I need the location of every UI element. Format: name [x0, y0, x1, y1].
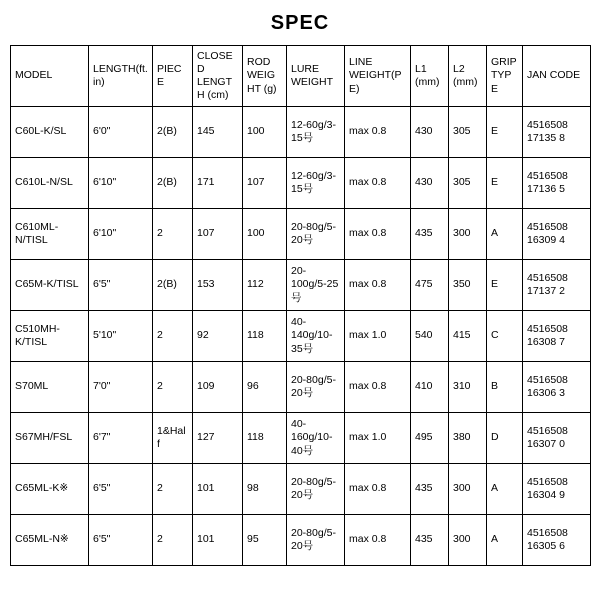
spec-table [10, 45, 591, 566]
cell-l2: 350 [449, 260, 487, 311]
cell-line-weight: max 0.8 [345, 158, 411, 209]
cell-grip-type: E [487, 107, 523, 158]
cell-piece: 2 [153, 515, 193, 566]
cell-line-weight: max 1.0 [345, 311, 411, 362]
cell-l1: 435 [411, 209, 449, 260]
cell-closed-length: 145 [193, 107, 243, 158]
cell-grip-type: A [487, 209, 523, 260]
cell-model: C65ML-N※ [11, 515, 89, 566]
cell-piece: 2 [153, 464, 193, 515]
table-row [11, 209, 591, 260]
column-header-line-weight: LINE WEIGHT(PE) [345, 46, 411, 107]
cell-jan-code: 4516508 16307 0 [523, 413, 591, 464]
cell-jan-code: 4516508 16306 3 [523, 362, 591, 413]
cell-length: 6'5" [89, 464, 153, 515]
cell-rod-weight: 107 [243, 158, 287, 209]
column-header-length: LENGTH(ft.in) [89, 46, 153, 107]
cell-length: 5'10" [89, 311, 153, 362]
cell-l2: 305 [449, 158, 487, 209]
cell-length: 6'7" [89, 413, 153, 464]
cell-closed-length: 153 [193, 260, 243, 311]
cell-length: 6'0" [89, 107, 153, 158]
spec-table-wrapper [0, 45, 600, 566]
cell-model: C510MH-K/TISL [11, 311, 89, 362]
cell-rod-weight: 100 [243, 209, 287, 260]
table-row [11, 362, 591, 413]
cell-lure-weight: 12-60g/3-15号 [287, 107, 345, 158]
cell-rod-weight: 96 [243, 362, 287, 413]
cell-lure-weight: 12-60g/3-15号 [287, 158, 345, 209]
cell-model: C60L-K/SL [11, 107, 89, 158]
column-header-l1: L1 (mm) [411, 46, 449, 107]
table-header [11, 46, 591, 107]
cell-lure-weight: 20-80g/5-20号 [287, 464, 345, 515]
cell-lure-weight: 20-100g/5-25号 [287, 260, 345, 311]
table-header-row [11, 46, 591, 107]
cell-jan-code: 4516508 16305 6 [523, 515, 591, 566]
cell-line-weight: max 0.8 [345, 209, 411, 260]
cell-line-weight: max 1.0 [345, 413, 411, 464]
cell-l2: 300 [449, 464, 487, 515]
cell-jan-code: 4516508 17137 2 [523, 260, 591, 311]
cell-l1: 435 [411, 515, 449, 566]
cell-jan-code: 4516508 16309 4 [523, 209, 591, 260]
cell-piece: 2(B) [153, 260, 193, 311]
cell-length: 6'5" [89, 260, 153, 311]
cell-rod-weight: 112 [243, 260, 287, 311]
cell-model: S70ML [11, 362, 89, 413]
cell-l1: 540 [411, 311, 449, 362]
cell-l1: 475 [411, 260, 449, 311]
table-row [11, 311, 591, 362]
column-header-jan-code: JAN CODE [523, 46, 591, 107]
cell-closed-length: 101 [193, 464, 243, 515]
cell-line-weight: max 0.8 [345, 107, 411, 158]
cell-l2: 300 [449, 209, 487, 260]
cell-rod-weight: 98 [243, 464, 287, 515]
cell-length: 7'0" [89, 362, 153, 413]
cell-grip-type: A [487, 464, 523, 515]
cell-line-weight: max 0.8 [345, 464, 411, 515]
cell-model: C610ML-N/TISL [11, 209, 89, 260]
cell-grip-type: D [487, 413, 523, 464]
table-row [11, 260, 591, 311]
cell-l1: 495 [411, 413, 449, 464]
cell-length: 6'10" [89, 158, 153, 209]
cell-jan-code: 4516508 17135 8 [523, 107, 591, 158]
cell-l1: 410 [411, 362, 449, 413]
cell-model: C65M-K/TISL [11, 260, 89, 311]
cell-jan-code: 4516508 16308 7 [523, 311, 591, 362]
column-header-closed-length: CLOSED LENGTH (cm) [193, 46, 243, 107]
cell-piece: 2 [153, 209, 193, 260]
cell-closed-length: 101 [193, 515, 243, 566]
cell-closed-length: 127 [193, 413, 243, 464]
cell-length: 6'10" [89, 209, 153, 260]
cell-piece: 2(B) [153, 107, 193, 158]
cell-closed-length: 92 [193, 311, 243, 362]
cell-closed-length: 107 [193, 209, 243, 260]
table-row [11, 107, 591, 158]
cell-l1: 430 [411, 158, 449, 209]
cell-closed-length: 109 [193, 362, 243, 413]
cell-lure-weight: 20-80g/5-20号 [287, 515, 345, 566]
cell-piece: 2 [153, 311, 193, 362]
column-header-rod-weight: ROD WEIGHT (g) [243, 46, 287, 107]
cell-grip-type: E [487, 260, 523, 311]
cell-l2: 310 [449, 362, 487, 413]
cell-model: C610L-N/SL [11, 158, 89, 209]
cell-l2: 415 [449, 311, 487, 362]
column-header-grip-type: GRIP TYPE [487, 46, 523, 107]
cell-l2: 300 [449, 515, 487, 566]
cell-l2: 305 [449, 107, 487, 158]
cell-lure-weight: 40-160g/10-40号 [287, 413, 345, 464]
table-body [11, 107, 591, 566]
table-row [11, 413, 591, 464]
page-title: SPEC [270, 12, 330, 34]
cell-grip-type: A [487, 515, 523, 566]
cell-rod-weight: 95 [243, 515, 287, 566]
cell-grip-type: E [487, 158, 523, 209]
table-row [11, 515, 591, 566]
cell-l2: 380 [449, 413, 487, 464]
cell-lure-weight: 20-80g/5-20号 [287, 362, 345, 413]
cell-piece: 2(B) [153, 158, 193, 209]
cell-grip-type: C [487, 311, 523, 362]
cell-rod-weight: 118 [243, 311, 287, 362]
cell-l1: 435 [411, 464, 449, 515]
table-row [11, 464, 591, 515]
cell-line-weight: max 0.8 [345, 260, 411, 311]
cell-piece: 2 [153, 362, 193, 413]
cell-rod-weight: 118 [243, 413, 287, 464]
cell-line-weight: max 0.8 [345, 515, 411, 566]
cell-jan-code: 4516508 16304 9 [523, 464, 591, 515]
column-header-lure-weight: LURE WEIGHT [287, 46, 345, 107]
table-row [11, 158, 591, 209]
cell-closed-length: 171 [193, 158, 243, 209]
cell-line-weight: max 0.8 [345, 362, 411, 413]
column-header-model: MODEL [11, 46, 89, 107]
cell-model: S67MH/FSL [11, 413, 89, 464]
cell-piece: 1&Half [153, 413, 193, 464]
cell-grip-type: B [487, 362, 523, 413]
cell-lure-weight: 20-80g/5-20号 [287, 209, 345, 260]
cell-jan-code: 4516508 17136 5 [523, 158, 591, 209]
cell-rod-weight: 100 [243, 107, 287, 158]
cell-model: C65ML-K※ [11, 464, 89, 515]
cell-l1: 430 [411, 107, 449, 158]
column-header-piece: PIECE [153, 46, 193, 107]
column-header-l2: L2 (mm) [449, 46, 487, 107]
cell-lure-weight: 40-140g/10-35号 [287, 311, 345, 362]
cell-length: 6'5" [89, 515, 153, 566]
